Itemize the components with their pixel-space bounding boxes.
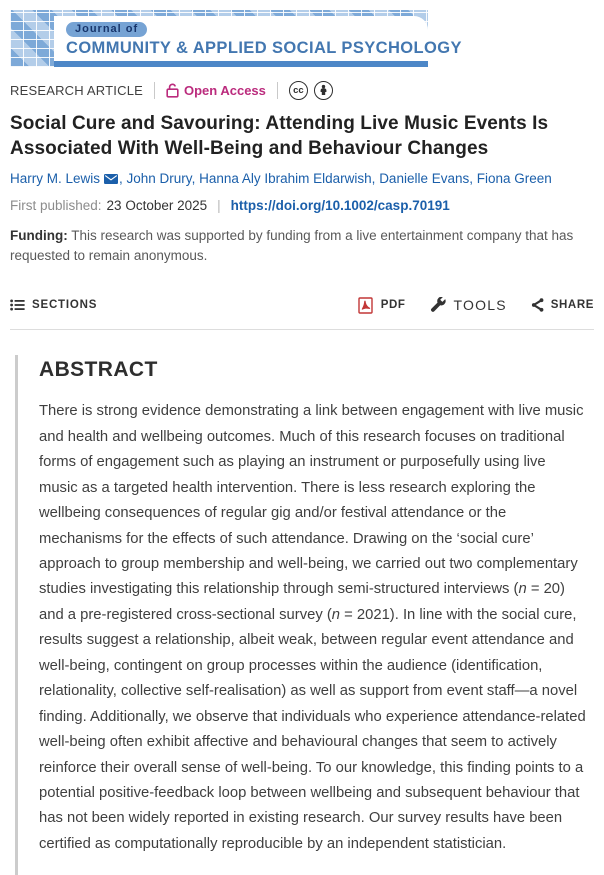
sections-list-icon [10, 299, 25, 311]
author-link[interactable]: John Drury [126, 170, 192, 186]
first-published-label: First published: [10, 197, 102, 213]
open-access-label: Open Access [184, 82, 266, 98]
author-list: Harry M. Lewis , John Drury, Hanna Aly Ibrahim Eldarwish, Danielle Evans, Fiona Green [10, 170, 552, 186]
divider [277, 82, 278, 99]
publication-info-row [10, 198, 594, 213]
author-link[interactable]: Harry M. Lewis [10, 170, 101, 186]
divider [154, 82, 155, 99]
license-icons [289, 81, 333, 100]
share-button[interactable] [531, 298, 594, 312]
tools-button[interactable] [430, 297, 507, 314]
by-attribution-icon[interactable] [314, 81, 333, 100]
article-title: Social Cure and Savouring: Attending Live Music Events Is Associated With Well-Being and Behaviour Changes [10, 113, 549, 160]
doi-link[interactable]: https://doi.org/10.1002/casp.70191 [230, 197, 450, 213]
author-link[interactable]: Danielle Evans [379, 170, 470, 186]
banner-bottom-strip [54, 61, 428, 67]
article-type-label: RESEARCH ARTICLE [10, 82, 143, 98]
first-published-date: 23 October 2025 [106, 197, 208, 213]
pdf-button[interactable] [358, 297, 406, 314]
journal-title: COMMUNITY & APPLIED SOCIAL PSYCHOLOGY [66, 39, 462, 57]
share-icon [531, 298, 544, 312]
open-access-badge [166, 83, 266, 98]
author-link[interactable]: Fiona Green [476, 170, 552, 186]
open-lock-icon [166, 83, 179, 98]
sections-button[interactable] [10, 299, 97, 311]
divider: | [217, 197, 221, 213]
tools-label: TOOLS [453, 297, 507, 314]
journal-logo-panel [54, 16, 462, 61]
mail-icon [104, 174, 118, 184]
pdf-icon [358, 297, 374, 314]
funding-text: This research was supported by funding from a live entertainment company that has requested to remain anonymous. [10, 227, 574, 264]
share-label: SHARE [550, 299, 594, 312]
toolbar-right-group [358, 297, 594, 314]
funding-label: Funding: [10, 227, 68, 243]
abstract-section [15, 355, 594, 875]
sections-label: SECTIONS [32, 299, 98, 312]
cc-license-icon[interactable]: cc [289, 81, 308, 100]
abstract-heading: ABSTRACT [39, 358, 158, 382]
toolbar-divider [10, 329, 594, 330]
author-link[interactable]: Hanna Aly Ibrahim Eldarwish [199, 170, 372, 186]
pdf-label: PDF [380, 299, 406, 312]
article-meta-row [10, 80, 594, 100]
abstract-text: There is strong evidence demonstrating a link between engagement with live music and health and wellbeing outcomes. Much of this research focuses on traditional forms of engagement such as playing an instrument or purposefully using live music as a targeted health intervention. There is less research exploring the wellbeing consequences of regular gig and/or festival attendance or the mechanisms for the effects of such attendance. Drawing on the ‘social cure’ approach to group membership and well-being, we carried out two complementary studies investigating this relationship through semi-structured interviews (n = 20) and a pre-registered cross-sectional survey (n = 2021). In line with the social cure, results suggest a relationship, albeit weak, between regular event attendance and well-being, contingent on group processes within the audience (identification, relationality, collective self-realisation) as well as support from event staff—a novel finding. Additionally, we observe that individuals who experience attendance-related well-being often exhibit affective and behavioural changes that seem to actively reinforce their overall sense of well-being. To our knowledge, this finding points to a potential positive-feedback loop between wellbeing and subsequent behaviour that has not been widely reported in existing research. Our survey results have been certified as computationally reproducible by an independent statistician. [39, 403, 586, 852]
journal-kicker: Journal of [66, 22, 147, 37]
journal-logo-banner[interactable] [10, 10, 462, 67]
article-toolbar [10, 294, 594, 316]
funding-statement [10, 226, 594, 268]
wrench-icon [430, 297, 447, 314]
